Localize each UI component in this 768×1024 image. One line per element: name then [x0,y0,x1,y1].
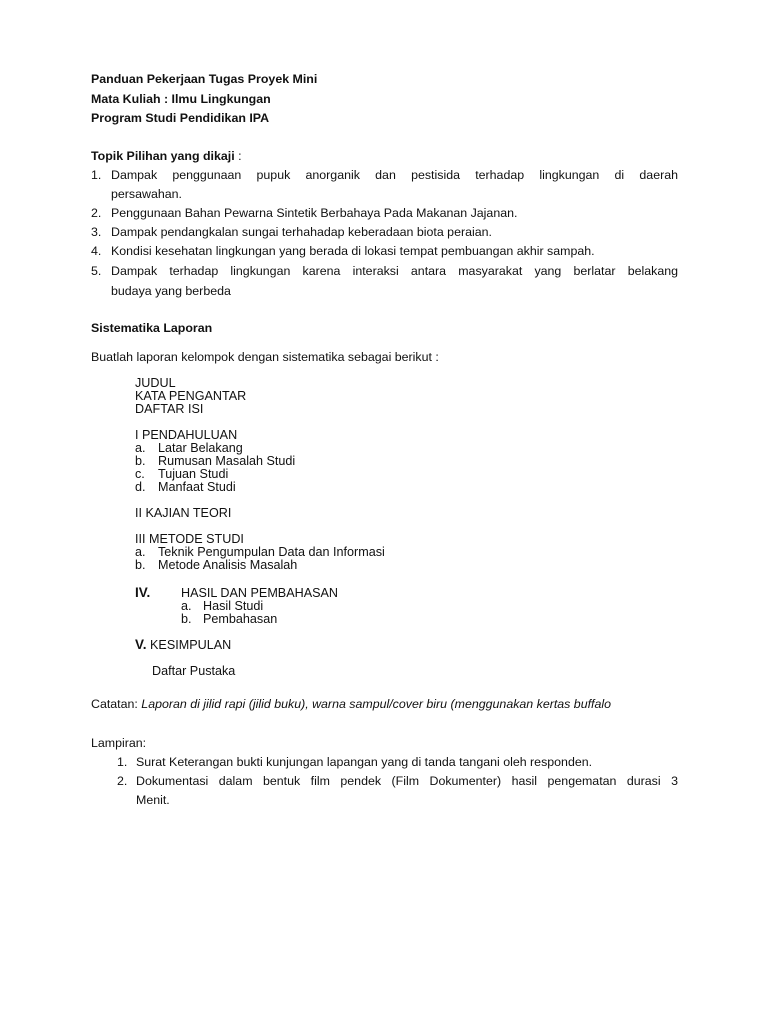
outline-subitem [135,558,298,572]
list-text: Dokumentasi dalam bentuk film pendek (Film Dokumenter) hasil pengematan durasi 3 [136,774,678,788]
list-text: Dampak terhadap lingkungan karena interaksi antara masyarakat yang berlatar belakang [111,264,678,278]
subitem-letter: b. [181,612,192,626]
list-number: 4. [91,244,102,258]
list-text-cont: budaya yang berbeda [111,284,231,298]
subitem-text: Rumusan Masalah Studi [158,454,296,468]
outline-bab1-title: I PENDAHULUAN [135,428,238,442]
subitem-letter: b. [135,558,146,572]
list-number: 2. [91,206,102,220]
subitem-text: Tujuan Studi [158,467,229,481]
subitem-text: Latar Belakang [158,441,243,455]
outline-bab4-title: HASIL DAN PEMBAHASAN [181,586,338,600]
course-line: Mata Kuliah : Ilmu Lingkungan [91,92,271,106]
list-text: Kondisi kesehatan lingkungan yang berada di lokasi tempat pembuangan akhir sampah. [111,244,595,258]
list-text: Surat Keterangan bukti kunjungan lapangan yang di tanda tangani oleh responden. [136,755,593,769]
list-text-cont: persawahan. [111,187,182,201]
list-text: Dampak pendangkalan sungai terhahadap keberadaan biota peraian. [111,225,492,239]
outline-daftar-isi: DAFTAR ISI [135,402,204,416]
outline-bab4-roman: IV. [135,585,151,600]
catatan-label: Catatan: [91,697,138,711]
catatan-line [91,697,611,711]
subitem-letter: d. [135,480,146,494]
doc-title: Panduan Pekerjaan Tugas Proyek Mini [91,72,318,86]
sistematika-intro: Buatlah laporan kelompok dengan sistematika sebagai berikut : [91,350,439,364]
lampiran-heading: Lampiran: [91,736,147,750]
subitem-text: Manfaat Studi [158,480,236,494]
outline-bab3-title: III METODE STUDI [135,532,244,546]
list-number: 2. [117,774,128,788]
program-line: Program Studi Pendidikan IPA [91,111,270,125]
outline-bab5 [135,638,231,652]
topik-heading-suffix: : [234,149,242,163]
subitem-text: Metode Analisis Masalah [158,558,298,572]
subitem-letter: b. [135,454,146,468]
outline-bab5-roman: V. [135,637,147,652]
outline-subitem [181,612,278,626]
outline-kata-pengantar: KATA PENGANTAR [135,389,247,403]
subitem-text: Teknik Pengumpulan Data dan Informasi [158,545,385,559]
subitem-letter: a. [181,599,192,613]
sistematika-heading: Sistematika Laporan [91,321,213,335]
outline-bab5-title: KESIMPULAN [150,638,232,652]
outline-subitem [135,480,236,494]
outline-daftar-pustaka: Daftar Pustaka [152,664,236,678]
topik-heading-text: Topik Pilihan yang dikaji [91,149,235,163]
list-number: 3. [91,225,102,239]
list-number: 1. [91,168,102,182]
subitem-letter: c. [135,467,145,481]
list-text-cont: Menit. [136,793,170,807]
list-text: Penggunaan Bahan Pewarna Sintetik Berbahaya Pada Makanan Jajanan. [111,206,518,220]
catatan-text: Laporan di jilid rapi (jilid buku), warna sampul/cover biru (menggunakan kertas buffalo [141,697,612,711]
subitem-letter: a. [135,441,146,455]
topik-heading [91,149,242,163]
list-number: 1. [117,755,128,769]
list-number: 5. [91,264,102,278]
subitem-text: Hasil Studi [203,599,264,613]
outline-judul: JUDUL [135,376,176,390]
list-text: Dampak penggunaan pupuk anorganik dan pestisida terhadap lingkungan di daerah [111,168,678,182]
subitem-letter: a. [135,545,146,559]
subitem-text: Pembahasan [203,612,278,626]
outline-bab2-title: II KAJIAN TEORI [135,506,232,520]
